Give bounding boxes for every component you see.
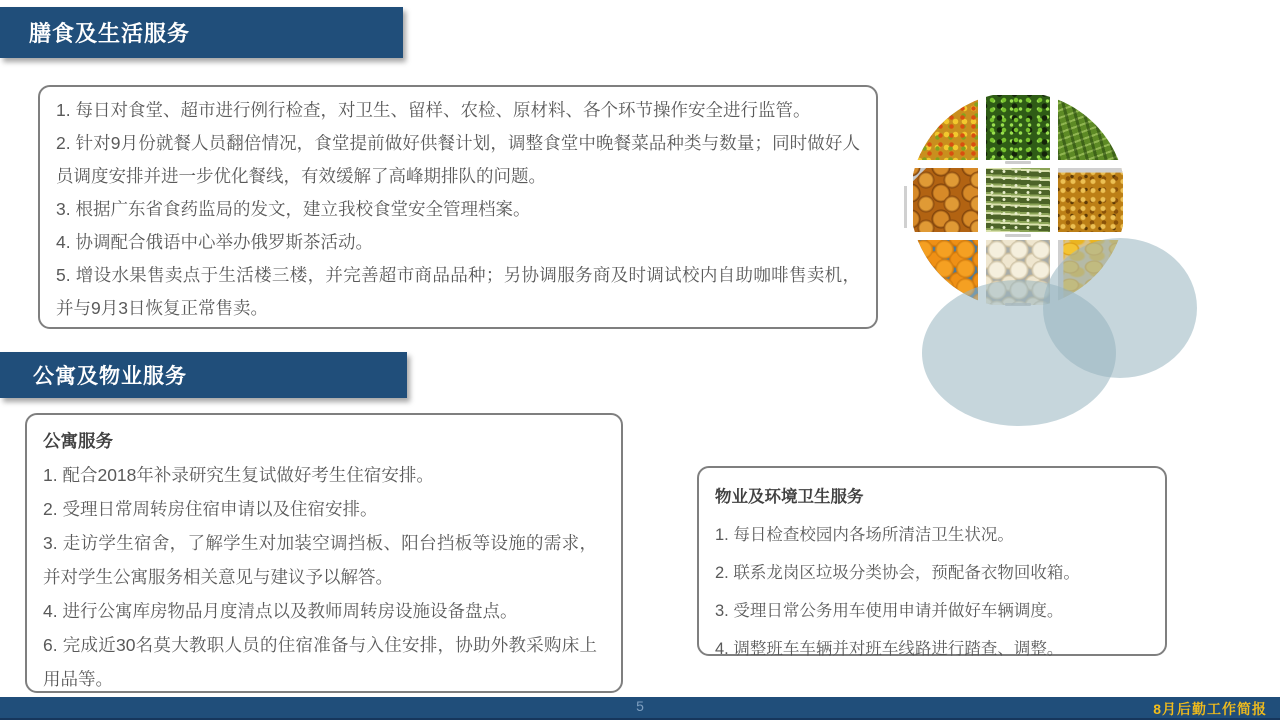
apartment-item: 1. 配合2018年补录研究生复试做好考生住宿安排。 <box>43 465 434 485</box>
meals-item: 4. 协调配合俄语中心举办俄罗斯茶活动。 <box>56 232 373 252</box>
meals-content-box <box>38 85 878 329</box>
photo-caption-mark-vertical <box>904 186 907 228</box>
apartment-box-title: 公寓服务 <box>43 431 113 451</box>
photo-caption-mark <box>1005 161 1031 164</box>
property-item: 3. 受理日常公务用车使用申请并做好车辆调度。 <box>715 602 1064 620</box>
apartment-item: 6. 完成近30名莫大教职人员的住宿准备与入住安排，协助外教采购床上用品等。 <box>43 635 597 689</box>
property-item: 4. 调整班车车辆并对班车线路进行踏查、调整。 <box>715 640 1064 658</box>
photo-stir-fried-greens <box>986 95 1051 160</box>
meals-item: 5. 增设水果售卖点于生活楼三楼，并完善超市商品品种；另协调服务商及时调试校内自助咖啡售卖机，并与9月3日恢复正常售卖。 <box>56 265 860 318</box>
property-services-box <box>697 466 1167 656</box>
property-box-title: 物业及环境卫生服务 <box>715 488 864 506</box>
apartment-item: 4. 进行公寓库房物品月度清点以及教师周转房设施设备盘点。 <box>43 601 518 621</box>
section-title-meals: 膳食及生活服务 <box>29 21 191 46</box>
photo-mixed-diced-vegetables <box>913 95 978 160</box>
section-header-meals <box>0 7 403 58</box>
meals-item: 1. 每日对食堂、超市进行例行检查，对卫生、留样、农检、原材料、各个环节操作安全进行监管。 <box>56 100 811 120</box>
photo-golden-fried-rice <box>1058 168 1123 233</box>
property-item: 1. 每日检查校园内各场所清洁卫生状况。 <box>715 526 1014 544</box>
apartment-item: 2. 受理日常周转房住宿申请以及住宿安排。 <box>43 499 378 519</box>
section-header-housing <box>0 352 407 398</box>
footer-report-title: 8月后勤工作简报 <box>1153 701 1267 717</box>
meals-item: 2. 针对9月份就餐人员翻倍情况，食堂提前做好供餐计划，调整食堂中晚餐菜品种类与数量；同时做好人员调度安排并进一步优化餐线，有效缓解了高峰期排队的问题。 <box>56 133 860 186</box>
apartment-item: 3. 走访学生宿舍，了解学生对加装空调挡板、阳台挡板等设施的需求，并对学生公寓服务相关意见与建议予以解答。 <box>43 533 597 587</box>
photo-caption-mark <box>1005 234 1031 237</box>
photo-fried-small-fish <box>986 168 1051 233</box>
decorative-circle-right <box>1043 238 1197 378</box>
photo-braised-chicken <box>913 168 978 233</box>
meals-item: 3. 根据广东省食药监局的发文，建立我校食堂安全管理档案。 <box>56 199 531 219</box>
section-title-housing: 公寓及物业服务 <box>33 365 187 388</box>
photo-green-chili-stir-fry <box>1058 95 1123 160</box>
page-number: 5 <box>636 698 644 714</box>
property-item: 2. 联系龙岗区垃圾分类协会，预配备衣物回收箱。 <box>715 564 1080 582</box>
apartment-services-box <box>25 413 623 693</box>
